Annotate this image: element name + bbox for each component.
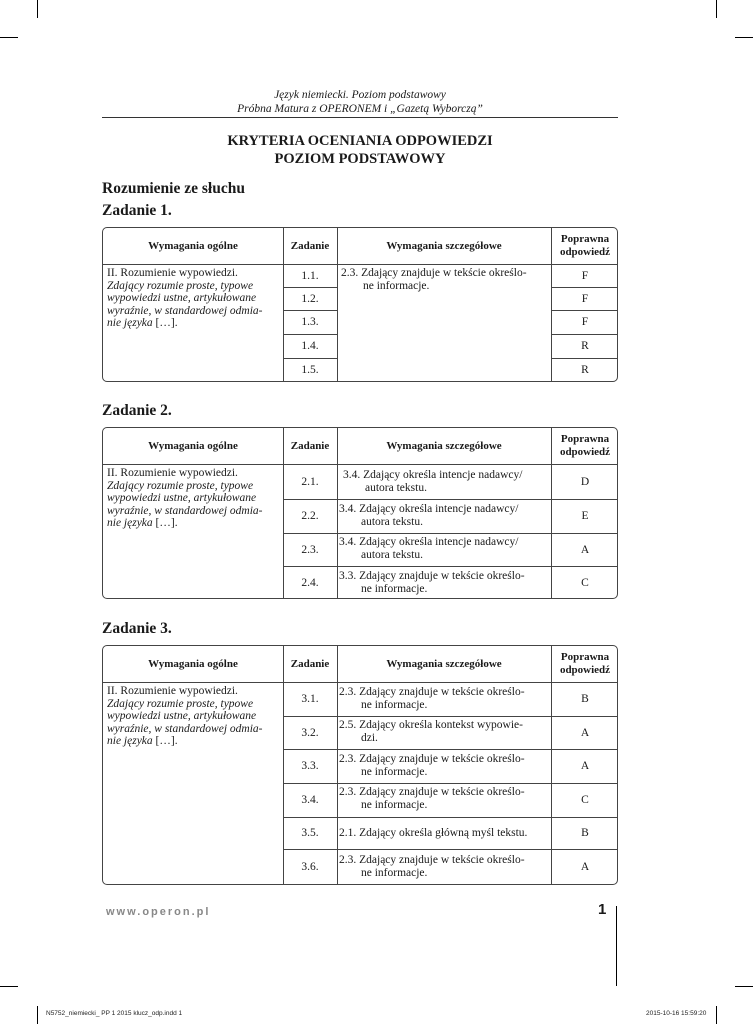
- task-number: 2.4.: [301, 576, 319, 589]
- page-number-rule: [616, 906, 617, 986]
- task-number: 1.5.: [301, 364, 319, 377]
- page-title-line1: KRYTERIA OCENIANIA ODPOWIEDZI: [227, 133, 493, 149]
- answer-value: A: [580, 726, 590, 739]
- col-task: Zadanie: [290, 657, 330, 670]
- col-task: Zadanie: [290, 439, 330, 452]
- general-requirement: II. Rozumienie wypowiedzi. Zdający rozumie proste, typowe wypowiedzi ustne, artykułowane wyraźnie, w standardowej odmia- nie języka […].: [107, 467, 263, 529]
- task-heading: Zadanie 2.: [102, 402, 172, 419]
- answer-value: C: [581, 576, 589, 589]
- answer-table-2: [102, 427, 618, 599]
- running-header-line2: Próbna Matura z OPERONEM i „Gazetą Wyborczą”: [237, 103, 483, 115]
- answer-table-1: [102, 227, 618, 382]
- col-answer-l2: odpowiedź: [559, 664, 611, 676]
- col-answer-l2: odpowiedź: [559, 446, 611, 458]
- task-number: 1.4.: [301, 340, 319, 353]
- col-general: Wymagania ogólne: [148, 239, 238, 252]
- task-number: 2.1.: [301, 475, 319, 488]
- col-answer: [551, 646, 618, 682]
- specific-requirement: 2.5. Zdający określa kontekst wypowie- dzi.: [339, 719, 523, 744]
- crop-mark: [716, 1006, 717, 1024]
- col-answer-l1: Poprawna: [560, 651, 610, 663]
- col-specific: Wymagania szczegółowe: [386, 439, 502, 452]
- task-number: 1.2.: [301, 292, 319, 305]
- answer-value: A: [580, 861, 590, 874]
- col-general: Wymagania ogólne: [148, 439, 238, 452]
- crop-mark: [716, 0, 717, 18]
- task-number: 3.2.: [301, 726, 319, 739]
- specific-requirement: 2.3. Zdający znajduje w tekście określo- ne informacje.: [341, 267, 527, 292]
- task-heading: Zadanie 3.: [102, 620, 172, 637]
- specific-requirement: 2.3. Zdający znajduje w tekście określo- ne informacje.: [339, 786, 525, 811]
- crop-mark: [37, 1006, 38, 1024]
- general-requirement: II. Rozumienie wypowiedzi. Zdający rozumie proste, typowe wypowiedzi ustne, artykułowane wyraźnie, w standardowej odmia- nie języka […].: [107, 267, 263, 329]
- answer-value: E: [581, 510, 589, 523]
- answer-value: F: [581, 292, 589, 305]
- general-requirement: II. Rozumienie wypowiedzi. Zdający rozumie proste, typowe wypowiedzi ustne, artykułowane wyraźnie, w standardowej odmia- nie języka […].: [107, 685, 263, 747]
- divider: [337, 428, 338, 599]
- col-specific: Wymagania szczegółowe: [386, 657, 502, 670]
- col-task: Zadanie: [290, 239, 330, 252]
- col-answer-l1: Poprawna: [560, 433, 610, 445]
- publisher-url[interactable]: www.operon.pl: [106, 906, 211, 918]
- specific-requirement: 3.4. Zdający określa intencje nadawcy/ autora tekstu.: [343, 469, 523, 494]
- specific-requirement: 3.4. Zdający określa intencje nadawcy/ autora tekstu.: [339, 503, 519, 528]
- running-header-line1: Język niemiecki. Poziom podstawowy: [274, 89, 446, 101]
- task-number: 3.5.: [301, 827, 319, 840]
- table-header: [103, 428, 617, 465]
- col-answer: [551, 228, 618, 264]
- col-answer-l1: Poprawna: [560, 233, 610, 245]
- task-number: 2.3.: [301, 543, 319, 556]
- header-rule: [102, 117, 618, 118]
- crop-mark: [0, 986, 18, 987]
- answer-value: B: [581, 827, 589, 840]
- task-number: 3.1.: [301, 693, 319, 706]
- col-answer-l2: odpowiedź: [559, 246, 611, 258]
- answer-value: F: [581, 316, 589, 329]
- divider: [337, 228, 338, 382]
- slug-file-info: N5752_niemiecki_ PP 1 2015 klucz_odp.indd 1: [46, 1010, 183, 1017]
- specific-requirement: 2.3. Zdający znajduje w tekście określo- ne informacje.: [339, 753, 525, 778]
- task-number: 3.4.: [301, 794, 319, 807]
- crop-mark: [735, 986, 753, 987]
- specific-requirement: 2.1. Zdający określa główną myśl tekstu.: [339, 827, 528, 839]
- col-general: Wymagania ogólne: [148, 657, 238, 670]
- col-specific: Wymagania szczegółowe: [386, 239, 502, 252]
- table-header: [103, 228, 617, 265]
- answer-value: R: [581, 340, 589, 353]
- answer-value: C: [581, 794, 589, 807]
- answer-table-3: [102, 645, 618, 885]
- slug-timestamp: 2015-10-16 15:59:20: [646, 1010, 707, 1017]
- table-header: [103, 646, 617, 683]
- task-number: 2.2.: [301, 510, 319, 523]
- crop-mark: [37, 0, 38, 18]
- page-number: 1: [598, 901, 607, 918]
- specific-requirement: 3.4. Zdający określa intencje nadawcy/ autora tekstu.: [339, 536, 519, 561]
- task-number: 3.6.: [301, 861, 319, 874]
- task-number: 1.1.: [301, 269, 319, 282]
- crop-mark: [0, 37, 18, 38]
- answer-value: R: [581, 364, 589, 377]
- page-title-line2: POZIOM PODSTAWOWY: [274, 151, 446, 167]
- section-heading: Rozumienie ze słuchu: [102, 180, 245, 197]
- task-number: 3.3.: [301, 760, 319, 773]
- specific-requirement: 2.3. Zdający znajduje w tekście określo- ne informacje.: [339, 854, 525, 879]
- specific-requirement: 3.3. Zdający znajduje w tekście określo- ne informacje.: [339, 570, 525, 595]
- answer-value: A: [580, 543, 590, 556]
- answer-value: A: [580, 760, 590, 773]
- task-number: 1.3.: [301, 316, 319, 329]
- specific-requirement: 2.3. Zdający znajduje w tekście określo- ne informacje.: [339, 686, 525, 711]
- answer-value: F: [581, 269, 589, 282]
- crop-mark: [735, 37, 753, 38]
- col-answer: [551, 428, 618, 464]
- task-heading: Zadanie 1.: [102, 202, 172, 219]
- answer-value: B: [581, 693, 589, 706]
- answer-value: D: [580, 475, 590, 488]
